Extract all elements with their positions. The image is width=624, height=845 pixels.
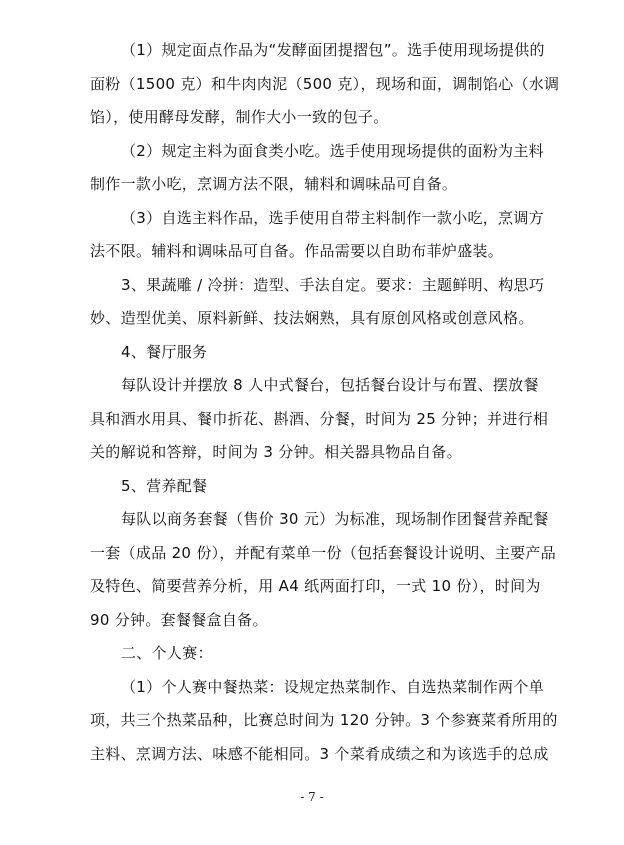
paragraph-line: （2）规定主料为面食类小吃。选手使用现场提供的面粉为主料 [121,141,544,160]
paragraph-line: （1）个人赛中餐热菜：设规定热菜制作、自选热菜制作两个单 [121,677,544,696]
paragraph-line: 及特色、简要营养分析，用 A4 纸两面打印，一式 10 份），时间为 [90,577,541,595]
paragraph-line: 妙、造型优美、原料新鲜、技法娴熟，具有原创风格或创意风格。 [90,309,534,327]
paragraph-line: 主料、烹调方法、味感不能相同。3 个菜肴成绩之和为该选手的总成 [90,744,549,763]
section-heading: 5、营养配餐 [121,476,208,495]
section-heading: 4、餐厅服务 [121,342,208,361]
paragraph-line: 90 分钟。套餐餐盒自备。 [90,610,268,629]
paragraph-line: 一套（成品 20 份），并配有菜单一份（包括套餐设计说明、主要产品 [90,543,557,562]
paragraph-line: 每队设计并摆放 8 人中式餐台，包括餐台设计与布置、摆放餐 [121,376,539,394]
paragraph-line: 制作一款小吃，烹调方法不限，辅料和调味品可自备。 [90,175,458,193]
paragraph-line: （1）规定面点作品为“发酵面团提摺包”。选手使用现场提供的 [121,41,545,59]
document-body [90,34,560,771]
paragraph-line: （3）自选主料作品，选手使用自带主料制作一款小吃，烹调方 [121,208,544,227]
section-heading: 二、个人赛： [121,644,213,662]
paragraph-line: 关的解说和答辩，时间为 3 分钟。相关器具物品自备。 [90,443,462,461]
paragraph-line: 面粉（1500 克）和牛肉肉泥（500 克），现场和面，调制馅心（水调 [90,74,560,93]
page-number: - 7 - [300,790,324,804]
paragraph-line: 每队以商务套餐（售价 30 元）为标准，现场制作团餐营养配餐 [121,510,549,528]
paragraph-line: 项，共三个热菜品种，比赛总时间为 120 分钟。3 个参赛菜肴所用的 [90,711,558,729]
paragraph-line: 馅），使用酵母发酵，制作大小一致的包子。 [90,108,389,126]
paragraph-line: 法不限。辅料和调味品可自备。作品需要以自助布菲炉盛装。 [90,242,504,260]
paragraph-line: 具和酒水用具、餐巾折花、斟酒、分餐，时间为 25 分钟；并进行相 [90,409,549,428]
paragraph-line: 3、果蔬雕 / 冷拼：造型、手法自定。要求：主题鲜明、构思巧 [121,275,545,294]
